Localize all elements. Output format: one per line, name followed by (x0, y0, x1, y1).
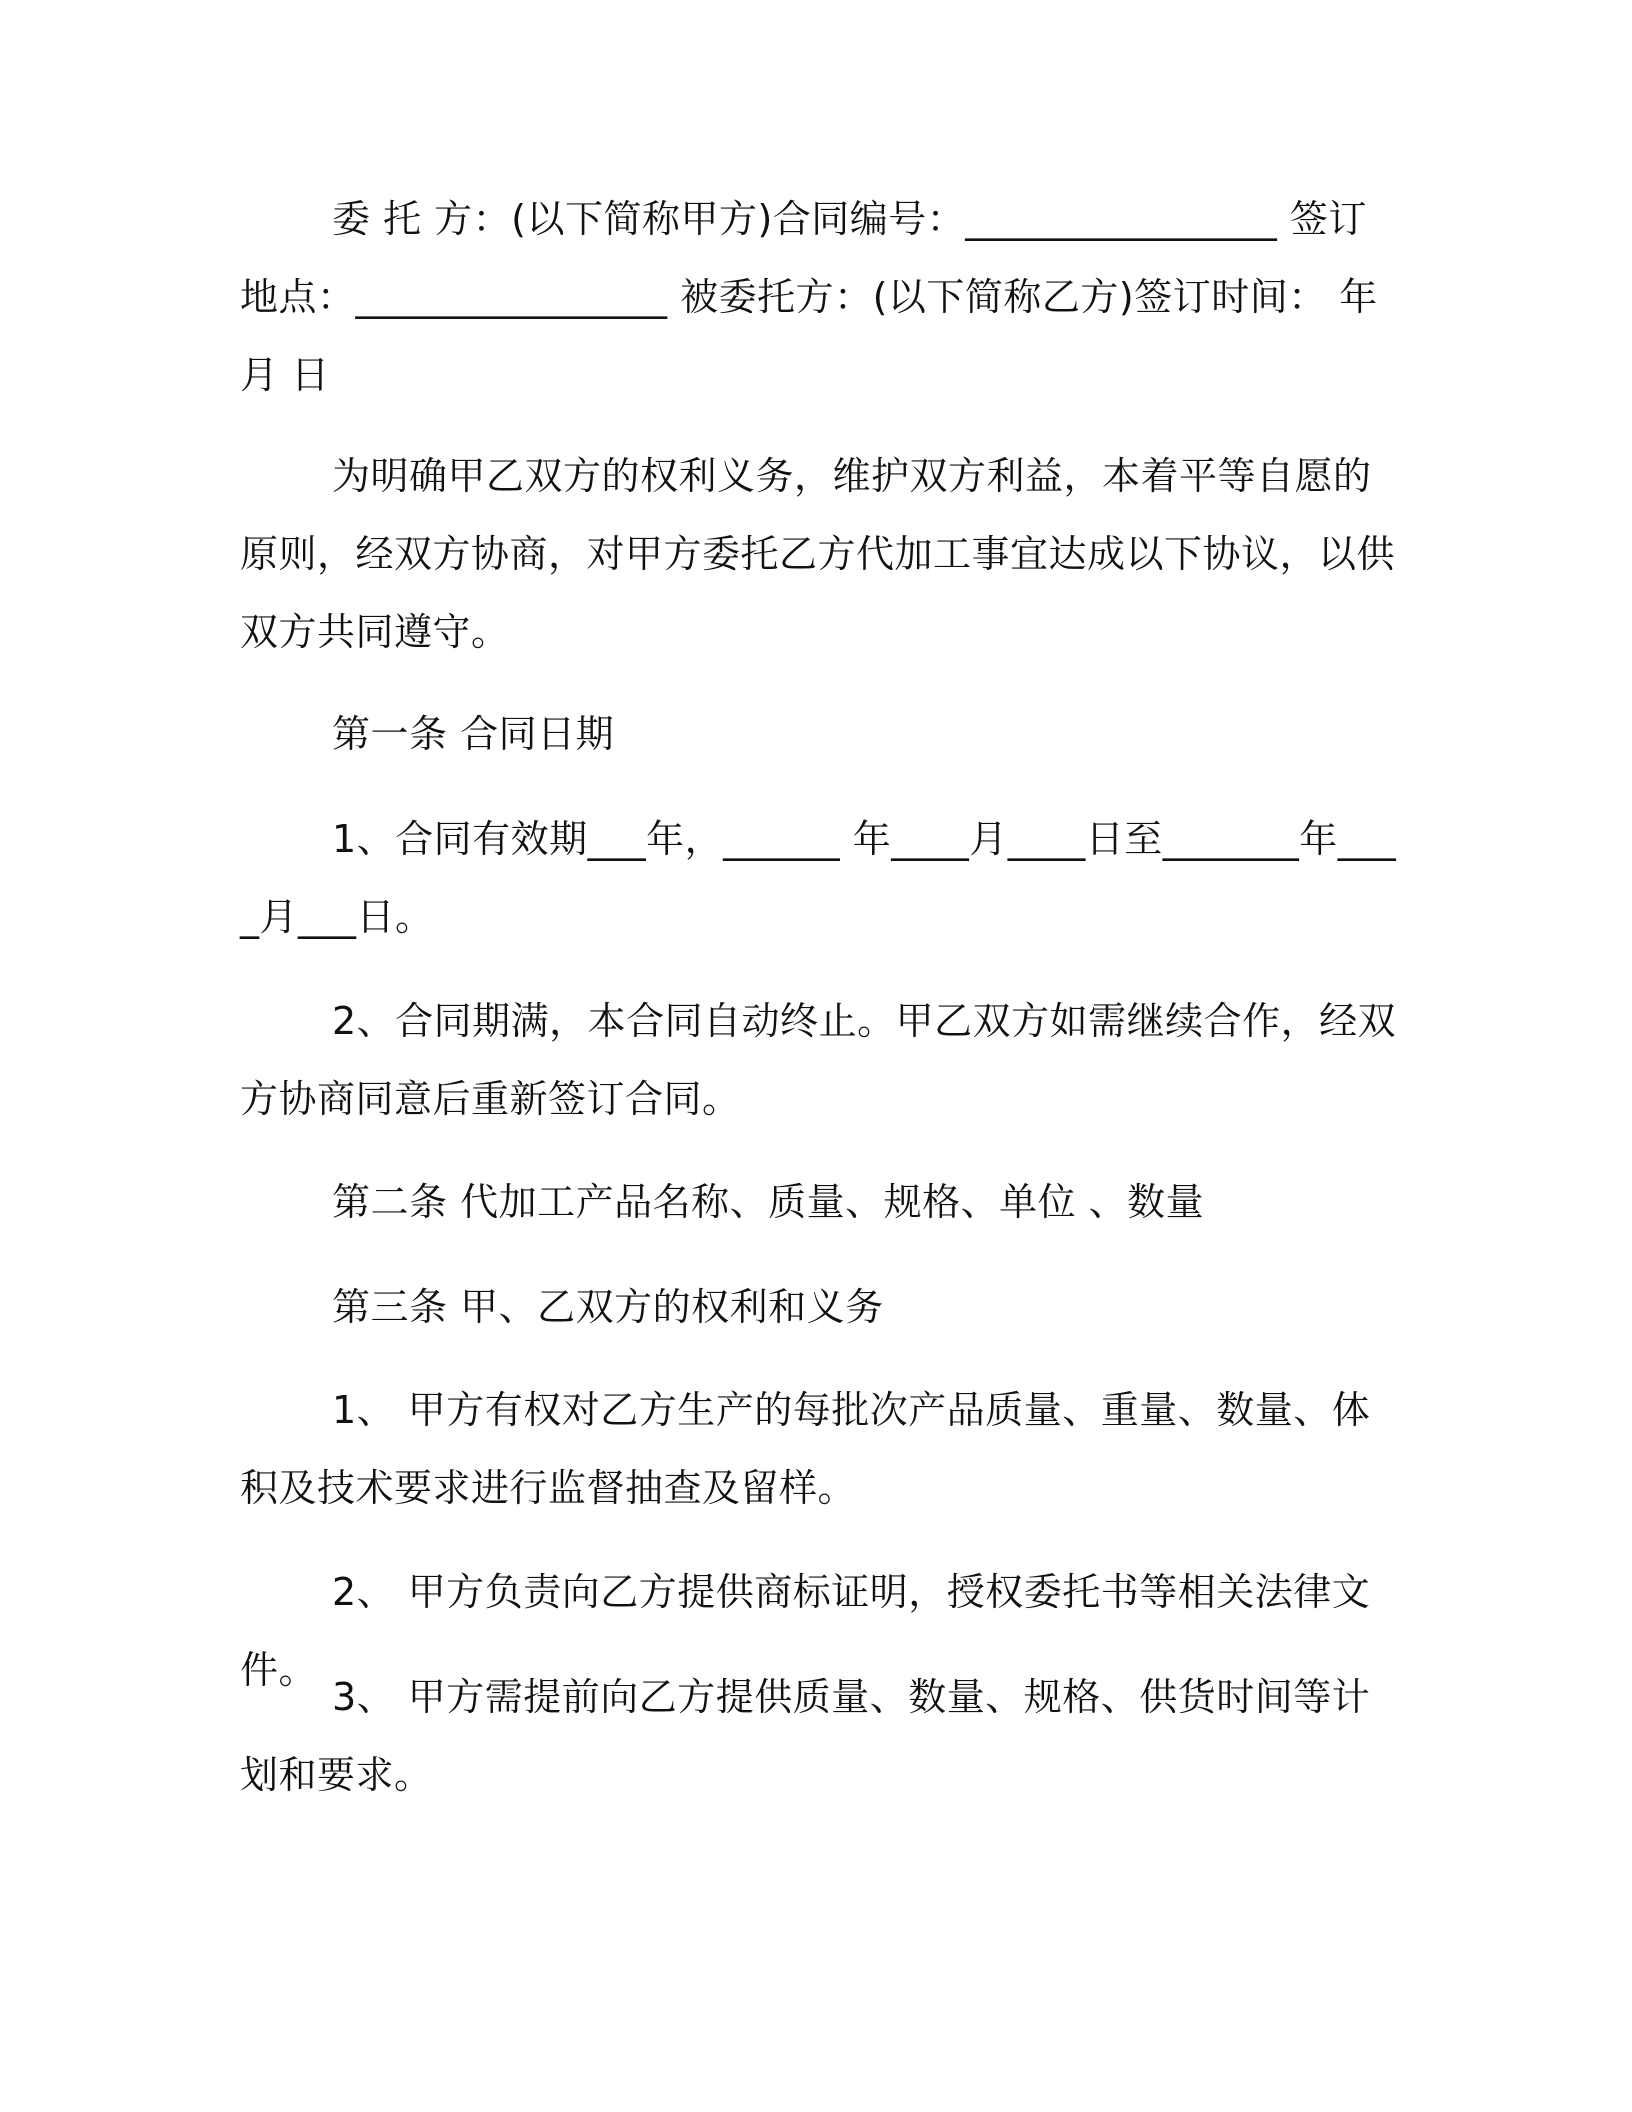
article-1-clause-1: 1、合同有效期___年，______ 年____月____日至_______年____月___日。 (240, 817, 1397, 939)
article-3-clause-3: 3、 甲方需提前向乙方提供质量、数量、规格、供货时间等计划和要求。 (240, 1675, 1371, 1797)
article-1-heading: 第一条 合同日期 (332, 712, 615, 756)
article-3-clause-1: 1、 甲方有权对乙方生产的每批次产品质量、重量、数量、体积及技术要求进行监督抽查及留样。 (240, 1388, 1371, 1510)
preamble-paragraph: 为明确甲乙双方的权利义务，维护双方利益，本着平等自愿的原则，经双方协商，对甲方委托乙方代加工事宜达成以下协议，以供双方共同遵守。 (240, 454, 1396, 654)
article-2-heading: 第二条 代加工产品名称、质量、规格、单位 、数量 (332, 1180, 1205, 1224)
article-3-heading: 第三条 甲、乙双方的权利和义务 (332, 1285, 884, 1329)
article-1-clause-2: 2、合同期满，本合同自动终止。甲乙双方如需继续合作，经双方协商同意后重新签订合同。 (240, 999, 1397, 1121)
contract-header-paragraph: 委 托 方：(以下简称甲方)合同编号：________________ 签订地点：________________ 被委托方：(以下简称乙方)签订时间： 年 月 日 (240, 197, 1391, 397)
article-3-clause-2: 2、 甲方负责向乙方提供商标证明，授权委托书等相关法律文件。 (240, 1570, 1371, 1692)
